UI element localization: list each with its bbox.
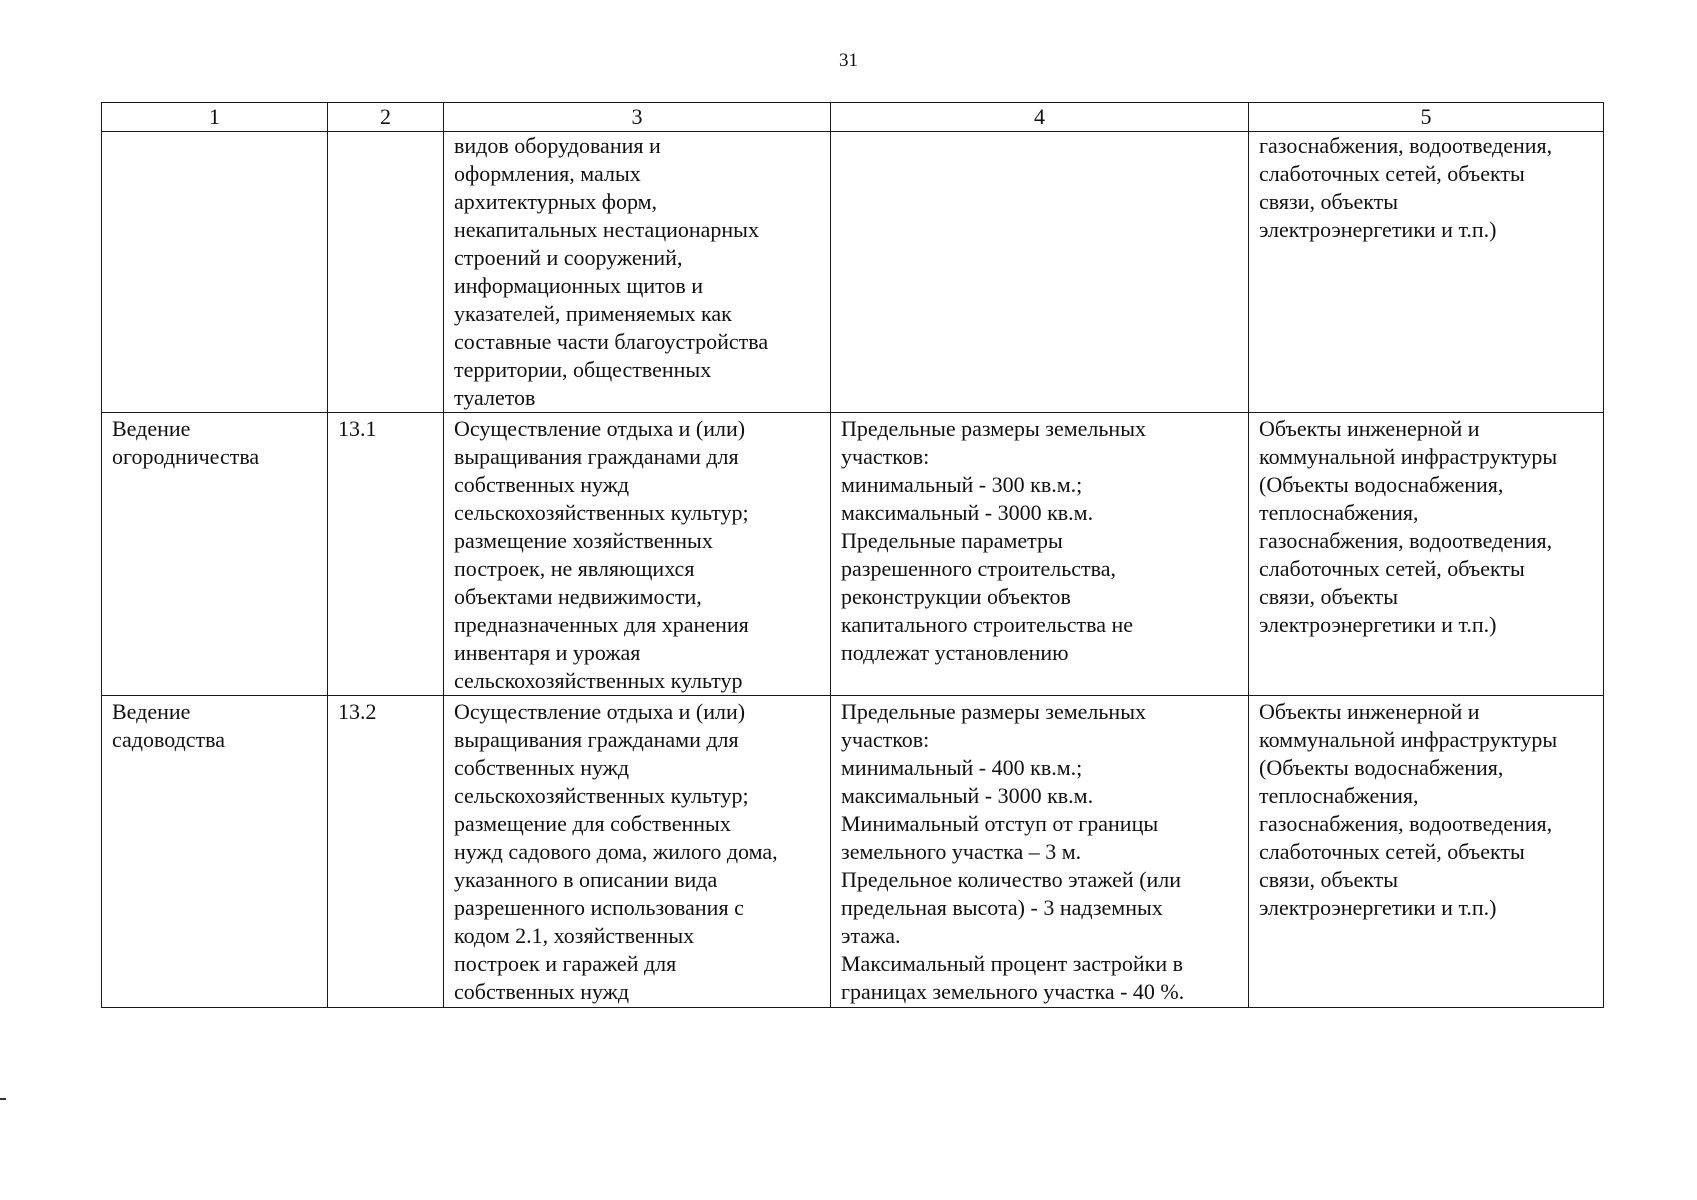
cell-text-line: собственных нужд bbox=[454, 755, 630, 780]
cell-text-line: указателей, применяемых как bbox=[454, 301, 732, 326]
cell-text-line: Минимальный отступ от границы bbox=[841, 811, 1159, 836]
cell-text-line: 13.1 bbox=[338, 416, 377, 441]
use-type-cell bbox=[102, 132, 328, 413]
cell-text-line: строений и сооружений, bbox=[454, 245, 683, 270]
description-cell bbox=[444, 132, 831, 413]
code-cell bbox=[328, 132, 444, 413]
cell-text-line: слаботочных сетей, объекты bbox=[1259, 161, 1525, 186]
cell-text-line: участков: bbox=[841, 727, 930, 752]
column-header: 2 bbox=[328, 103, 444, 132]
cell-text-line: (Объекты водоснабжения, bbox=[1259, 755, 1504, 780]
cell-text-line: теплоснабжения, bbox=[1259, 783, 1419, 808]
scan-edge-mark bbox=[0, 1098, 6, 1100]
cell-text-line: максимальный - 3000 кв.м. bbox=[841, 783, 1094, 808]
cell-text-line: сельскохозяйственных культур bbox=[454, 668, 743, 693]
use-type-cell bbox=[102, 413, 328, 696]
cell-text-line: земельного участка – 3 м. bbox=[841, 839, 1082, 864]
cell-text-line: слаботочных сетей, объекты bbox=[1259, 839, 1525, 864]
column-header: 1 bbox=[102, 103, 328, 132]
cell-text-line: 13.2 bbox=[338, 699, 377, 724]
cell-text-line: коммунальной инфраструктуры bbox=[1259, 444, 1558, 469]
cell-text-line: реконструкции объектов bbox=[841, 584, 1071, 609]
table-row bbox=[102, 696, 1604, 1008]
cell-text-line: максимальный - 3000 кв.м. bbox=[841, 500, 1094, 525]
cell-text-line: объектами недвижимости, bbox=[454, 584, 702, 609]
cell-text-line: Предельные параметры bbox=[841, 528, 1063, 553]
cell-text-line: построек, не являющихся bbox=[454, 556, 695, 581]
description-cell bbox=[444, 413, 831, 696]
cell-text-line: Объекты инженерной и bbox=[1259, 699, 1480, 724]
cell-text-line: указанного в описании вида bbox=[454, 867, 718, 892]
cell-text-line: нужд садового дома, жилого дома, bbox=[454, 839, 778, 864]
cell-text-line: Осуществление отдыха и (или) bbox=[454, 699, 746, 724]
cell-text-line: Ведение bbox=[112, 416, 191, 441]
code-cell bbox=[328, 413, 444, 696]
cell-text-line: капитального строительства не bbox=[841, 612, 1134, 637]
cell-text-line: размещение для собственных bbox=[454, 811, 731, 836]
permitted-use-table bbox=[101, 102, 1604, 1008]
cell-text-line: разрешенного строительства, bbox=[841, 556, 1116, 581]
parameters-cell bbox=[831, 132, 1249, 413]
table-row bbox=[102, 413, 1604, 696]
cell-text-line: построек и гаражей для bbox=[454, 951, 677, 976]
parameters-cell bbox=[831, 696, 1249, 1008]
cell-text-line: теплоснабжения, bbox=[1259, 500, 1419, 525]
table-row bbox=[102, 132, 1604, 413]
cell-text-line: Объекты инженерной и bbox=[1259, 416, 1480, 441]
cell-text-line: минимальный - 400 кв.м.; bbox=[841, 755, 1083, 780]
cell-text-line: электроэнергетики и т.п.) bbox=[1259, 217, 1497, 242]
cell-text-line: некапитальных нестационарных bbox=[454, 217, 759, 242]
table-header-row bbox=[102, 103, 1604, 132]
code-cell bbox=[328, 696, 444, 1008]
column-header: 4 bbox=[831, 103, 1249, 132]
cell-text-line: составные части благоустройства bbox=[454, 329, 769, 354]
cell-text-line: инвентаря и урожая bbox=[454, 640, 641, 665]
cell-text-line: газоснабжения, водоотведения, bbox=[1259, 133, 1553, 158]
cell-text-line: коммунальной инфраструктуры bbox=[1259, 727, 1558, 752]
cell-text-line: Предельные размеры земельных bbox=[841, 699, 1146, 724]
cell-text-line: садоводства bbox=[112, 727, 226, 752]
column-header: 5 bbox=[1249, 103, 1604, 132]
cell-text-line: туалетов bbox=[454, 385, 536, 410]
page-number: 31 bbox=[839, 50, 858, 71]
cell-text-line: собственных нужд bbox=[454, 979, 630, 1004]
cell-text-line: связи, объекты bbox=[1259, 189, 1399, 214]
cell-text-line: предельная высота) - 3 надземных bbox=[841, 895, 1163, 920]
cell-text-line: газоснабжения, водоотведения, bbox=[1259, 811, 1553, 836]
cell-text-line: электроэнергетики и т.п.) bbox=[1259, 895, 1497, 920]
cell-text-line: выращивания гражданами для bbox=[454, 444, 739, 469]
cell-text-line: разрешенного использования с bbox=[454, 895, 744, 920]
cell-text-line: сельскохозяйственных культур; bbox=[454, 783, 749, 808]
cell-text-line: Предельные размеры земельных bbox=[841, 416, 1146, 441]
cell-text-line: огородничества bbox=[112, 444, 260, 469]
cell-text-line: Ведение bbox=[112, 699, 191, 724]
cell-text-line: границах земельного участка - 40 %. bbox=[841, 979, 1185, 1004]
column-header: 3 bbox=[444, 103, 831, 132]
cell-text-line: Осуществление отдыха и (или) bbox=[454, 416, 746, 441]
auxiliary-objects-cell bbox=[1249, 132, 1604, 413]
cell-text-line: Максимальный процент застройки в bbox=[841, 951, 1183, 976]
cell-text-line: участков: bbox=[841, 444, 930, 469]
use-type-cell bbox=[102, 696, 328, 1008]
cell-text-line: Предельное количество этажей (или bbox=[841, 867, 1182, 892]
cell-text-line: кодом 2.1, хозяйственных bbox=[454, 923, 695, 948]
cell-text-line: собственных нужд bbox=[454, 472, 630, 497]
cell-text-line: предназначенных для хранения bbox=[454, 612, 749, 637]
cell-text-line: выращивания гражданами для bbox=[454, 727, 739, 752]
cell-text-line: связи, объекты bbox=[1259, 867, 1399, 892]
description-cell bbox=[444, 696, 831, 1008]
auxiliary-objects-cell bbox=[1249, 413, 1604, 696]
cell-text-line: связи, объекты bbox=[1259, 584, 1399, 609]
cell-text-line: информационных щитов и bbox=[454, 273, 704, 298]
cell-text-line: размещение хозяйственных bbox=[454, 528, 713, 553]
cell-text-line: оформления, малых bbox=[454, 161, 641, 186]
cell-text-line: минимальный - 300 кв.м.; bbox=[841, 472, 1083, 497]
cell-text-line: этажа. bbox=[841, 923, 901, 948]
cell-text-line: сельскохозяйственных культур; bbox=[454, 500, 749, 525]
cell-text-line: газоснабжения, водоотведения, bbox=[1259, 528, 1553, 553]
cell-text-line: территории, общественных bbox=[454, 357, 712, 382]
cell-text-line: (Объекты водоснабжения, bbox=[1259, 472, 1504, 497]
auxiliary-objects-cell bbox=[1249, 696, 1604, 1008]
cell-text-line: архитектурных форм, bbox=[454, 189, 658, 214]
cell-text-line: видов оборудования и bbox=[454, 133, 661, 158]
parameters-cell bbox=[831, 413, 1249, 696]
cell-text-line: электроэнергетики и т.п.) bbox=[1259, 612, 1497, 637]
cell-text-line: подлежат установлению bbox=[841, 640, 1069, 665]
cell-text-line: слаботочных сетей, объекты bbox=[1259, 556, 1525, 581]
